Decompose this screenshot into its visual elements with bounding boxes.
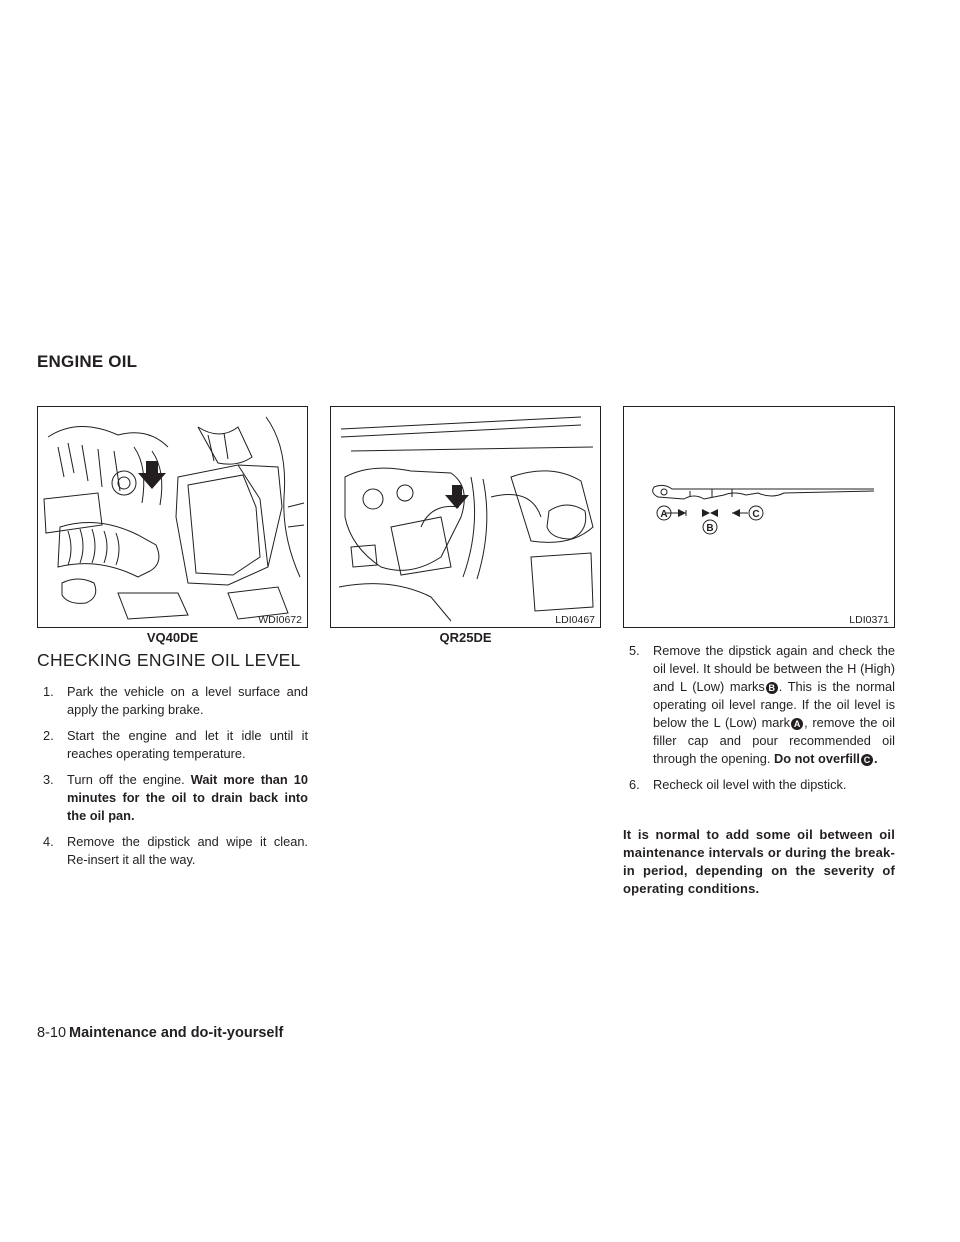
section-title: ENGINE OIL [37,352,138,371]
dipstick-diagram [623,406,895,628]
mark-a-icon: A [791,718,803,730]
label-a: A [660,509,668,520]
engine-drawing-vq40de [38,407,307,627]
figure-caption-qr25de: QR25DE [439,630,492,645]
engine-drawing-qr25de [331,407,600,627]
figure-code: LDI0371 [849,614,889,626]
maintenance-note: It is normal to add some oil between oil maintenance intervals or during the break-in period, depending on the severity of operating conditions. [623,827,895,896]
label-b: B [706,523,714,534]
step-item: 1. Park the vehicle on a level surface and apply the parking brake. [43,684,308,717]
dipstick-drawing [624,407,894,627]
steps-list-right [623,642,895,802]
chapter-title: Maintenance and do-it-yourself [69,1025,284,1041]
step-item: 6. Recheck oil level with the dipstick. [629,777,847,792]
figure-caption-vq40de: VQ40DE [146,630,199,645]
page-number: 8-10 [37,1025,67,1041]
label-c: C [752,509,760,520]
step-item: 4. Remove the dipstick and wipe it clean. Re-insert it all the way. [43,834,308,867]
subheading: CHECKING ENGINE OIL LEVEL [37,650,301,670]
steps-list-left [37,683,308,877]
mark-b-icon: B [766,682,778,694]
engine-illustration-vq40de [37,406,308,628]
figure-code: WDI0672 [258,614,302,626]
page-footer [37,1025,283,1041]
step-item: 5. Remove the dipstick again and check the oil level. It should be between the H (High) and L (Low) marks B . This is the normal operating oil level range. If the oil level is below the L (Low) mark A , remove the oil filler cap and pour recommended oil through the opening. Do not overfill C . [629,643,895,766]
mark-c-icon: C [861,754,873,766]
figure-code: LDI0467 [555,614,595,626]
step-item: 2. Start the engine and let it idle until it reaches operating temperature. [43,728,308,761]
step-item: 3. Turn off the engine. Wait more than 10 minutes for the oil to drain back into the oil pan. [43,772,308,823]
engine-illustration-qr25de [330,406,601,628]
